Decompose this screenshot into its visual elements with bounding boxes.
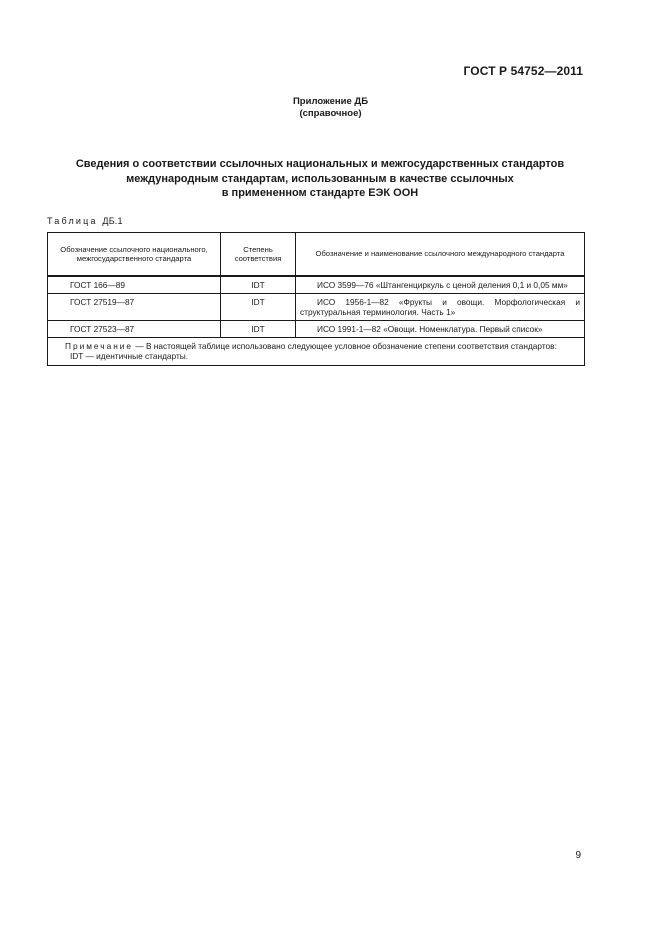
appendix-heading	[0, 96, 661, 120]
header-international-standard: Обозначение и наименование ссылочного международного стандарта	[296, 233, 585, 277]
table-row	[48, 276, 585, 294]
table-note	[48, 338, 585, 366]
appendix-subtitle: (справочное)	[299, 108, 362, 119]
table-row	[48, 294, 585, 321]
note-body: — В настоящей таблице использовано следующее условное обозначение степени соответствия стандартов:	[135, 341, 557, 351]
table-caption	[47, 216, 123, 226]
cell-degree: IDT	[221, 321, 296, 338]
cell-degree: IDT	[221, 276, 296, 294]
table-header-row	[48, 233, 585, 277]
appendix-title: Приложение ДБ	[292, 96, 369, 107]
cell-international: ИСО 1991-1—82 «Овощи. Номенклатура. Первый список»	[296, 321, 585, 338]
page-number: 9	[575, 850, 581, 861]
header-national-standard: Обозначение ссылочного национального, межгосударственного стандарта	[48, 233, 221, 277]
header-conformity-degree: Степень соответствия	[221, 233, 296, 277]
cell-national-code: ГОСТ 27519—87	[48, 294, 221, 321]
section-title-line: Сведения о соответствии ссылочных национальных и межгосударственных стандартов	[75, 158, 565, 170]
cell-national-code: ГОСТ 27523—87	[48, 321, 221, 338]
cell-international: ИСО 1956-1—82 «Фрукты и овощи. Морфологическая и структуральная терминология. Часть 1»	[296, 294, 585, 321]
section-title	[0, 157, 640, 201]
note-text	[58, 341, 574, 351]
section-title-line: в примененном стандарте ЕЭК ООН	[221, 187, 419, 199]
standards-table	[47, 232, 585, 366]
note-legend: IDT — идентичные стандарты.	[70, 351, 189, 361]
section-title-line: международным стандартам, использованным в качестве ссылочных	[126, 172, 514, 185]
cell-degree: IDT	[221, 294, 296, 321]
table-caption-number: ДБ.1	[102, 216, 123, 226]
document-code: ГОСТ Р 54752—2011	[463, 64, 583, 78]
cell-national-code: ГОСТ 166—89	[48, 276, 221, 294]
table-note-row	[48, 338, 585, 366]
table-caption-word: Таблица	[47, 216, 98, 226]
table-row	[48, 321, 585, 338]
note-label: Примечание	[65, 341, 134, 351]
cell-international: ИСО 3599—76 «Штангенциркуль с ценой деления 0,1 и 0,05 мм»	[296, 276, 585, 294]
